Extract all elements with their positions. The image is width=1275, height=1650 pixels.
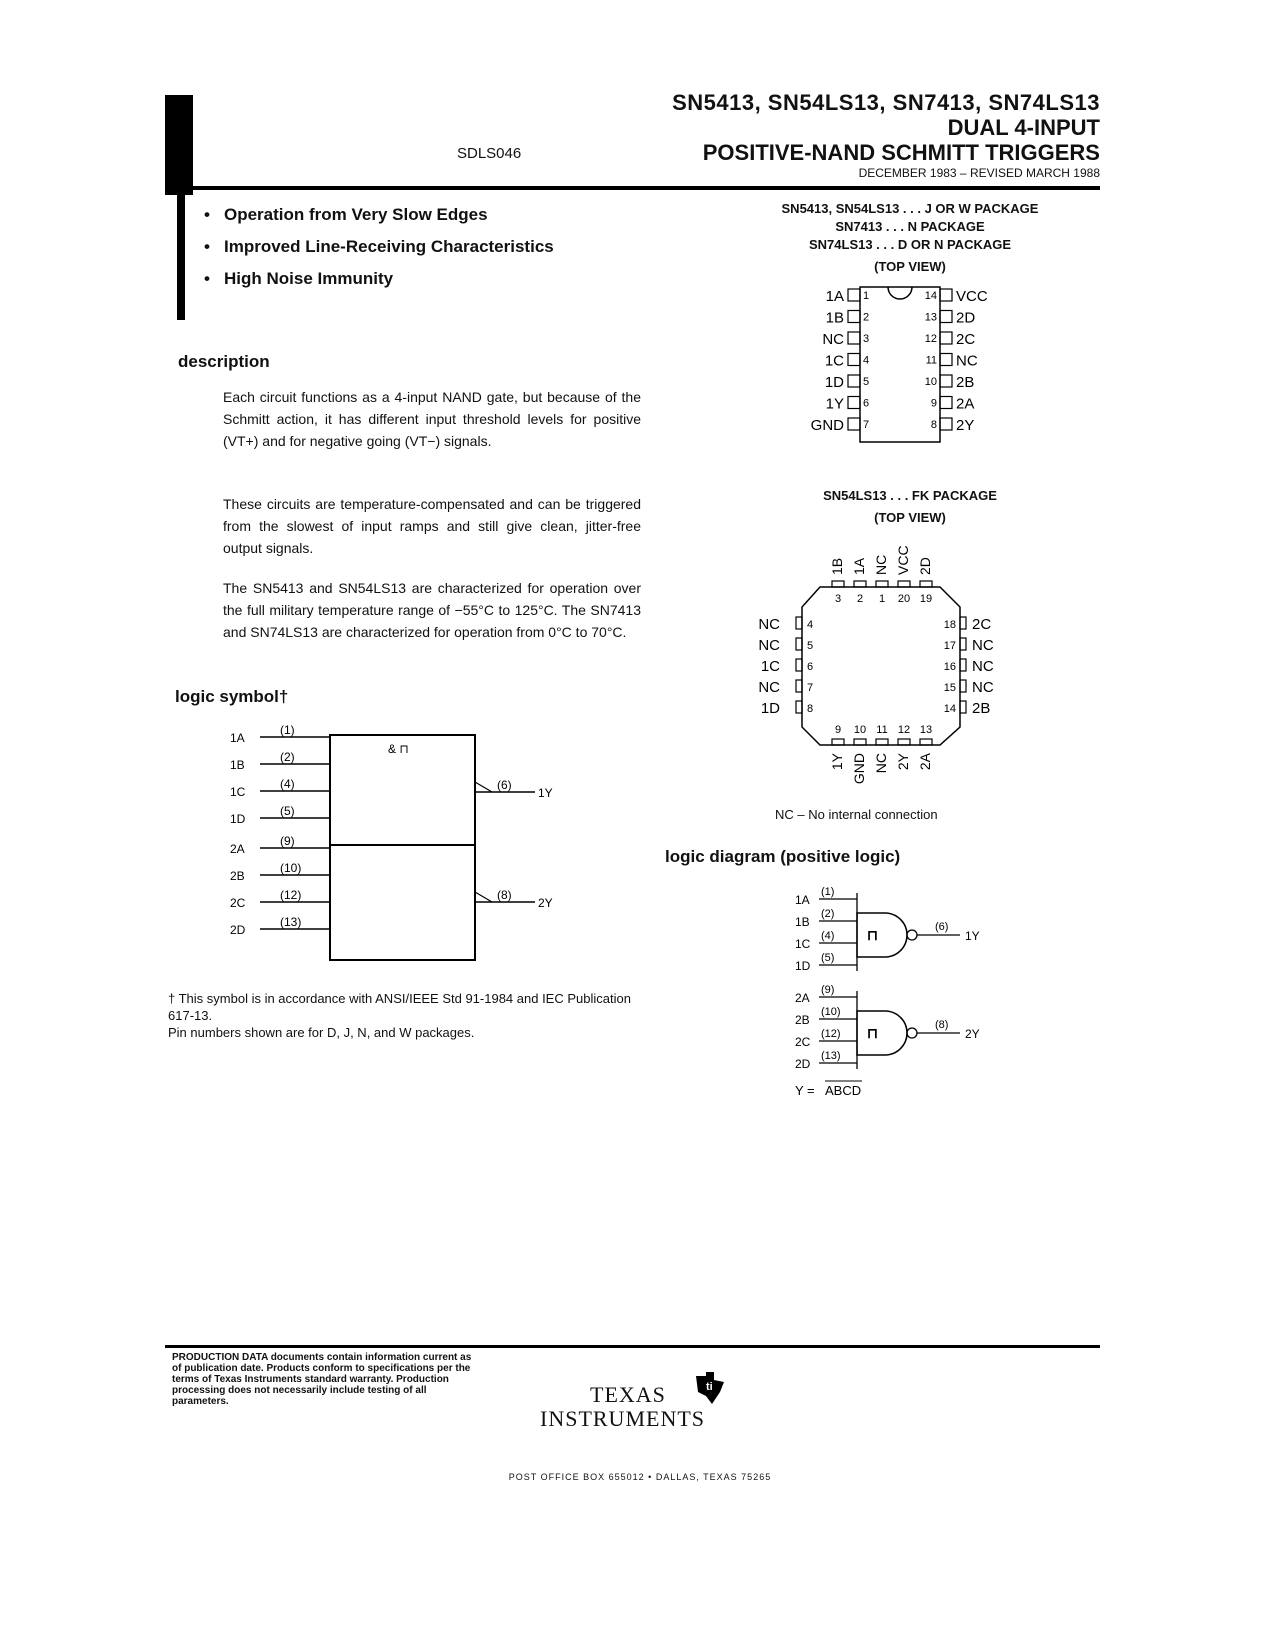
dip-pin-number: 10	[924, 376, 937, 388]
gate-input-pin: (10)	[821, 1006, 841, 1018]
gate-input-pin: (1)	[821, 886, 835, 898]
fk-pin-number: 17	[943, 640, 956, 652]
fk-pin-name: NC	[758, 679, 780, 696]
logic-symbol-diagram	[230, 723, 560, 975]
dip-pin-name: 2B	[956, 374, 975, 391]
fk-pin-name: 1C	[760, 658, 780, 675]
dip-pin-name: 2C	[956, 331, 976, 348]
doc-id: SDLS046	[457, 145, 522, 162]
dip-pin-name: NC	[822, 331, 844, 348]
logo-text-2: INSTRUMENTS	[540, 1406, 706, 1431]
fk-pin-number: 13	[919, 724, 933, 736]
fk-pin-name: NC	[758, 616, 780, 633]
fk-pin-name: 1B	[829, 557, 845, 575]
logic-diagram-heading: logic diagram (positive logic)	[665, 847, 901, 866]
fk-pin-name: NC	[758, 637, 780, 654]
input-name: 2A	[230, 842, 245, 856]
gate-input-name: 1D	[795, 959, 811, 973]
dip-pin-number: 6	[863, 397, 870, 410]
input-pin: (4)	[280, 777, 295, 791]
ti-state-icon	[690, 1370, 730, 1410]
dip-package-title	[720, 200, 1100, 276]
dip-pin-number: 7	[863, 419, 870, 431]
dip-pinout	[800, 285, 1000, 455]
fk-pin-number: 14	[943, 703, 956, 715]
footnote-1: † This symbol is in accordance with ANSI/IEEE Std 91-1984 and IEC Publication 617-13.	[168, 991, 631, 1023]
description-para-2: These circuits are temperature-compensated and can be triggered from the slowest of input ramps and still give clean, jitter-free output signals.	[223, 496, 641, 556]
input-name: 2D	[230, 923, 246, 937]
fk-pin-number: 8	[807, 703, 814, 715]
footnote-2: Pin numbers shown are for D, J, N, and W packages.	[168, 1025, 475, 1040]
dip-pin-number: 12	[924, 333, 937, 345]
production-data-notice: PRODUCTION DATA documents contain information current as of publication date. Products conform to specifications per the terms of Texas Instruments standard warranty. Production processing does not necessarily include testing of all parameters.	[172, 1352, 472, 1407]
dip-pin-number: 9	[930, 397, 937, 410]
fk-pin-number: 2	[856, 593, 864, 605]
gate-input-pin: (5)	[821, 952, 835, 964]
dip-pin-name: 2Y	[956, 417, 975, 434]
nand-gate	[857, 1011, 907, 1055]
dip-pin-name: 1Y	[825, 395, 844, 413]
fk-pin-name: 2Y	[895, 753, 911, 771]
dip-pin-name: NC	[956, 352, 978, 370]
fk-pin-number: 7	[807, 682, 814, 694]
fk-pin-name: 2B	[972, 700, 991, 717]
feature-item: • Operation from Very Slow Edges	[200, 204, 560, 225]
output-pin: (6)	[497, 778, 512, 792]
dip-pin-name: 1A	[825, 288, 844, 305]
fk-pin-number: 4	[807, 619, 814, 631]
input-name: 1C	[230, 785, 246, 799]
dip-pin-name: 2A	[956, 395, 975, 413]
gate-output-name: 2Y	[965, 1027, 980, 1041]
equation-lhs: Y =	[795, 1083, 815, 1098]
gate-input-pin: (12)	[821, 1028, 841, 1040]
fk-pin-number: 5	[807, 640, 814, 652]
svg-text:ti: ti	[706, 1381, 713, 1393]
feature-item: • Improved Line-Receiving Characteristics	[200, 236, 560, 257]
dip-pin-number: 4	[863, 354, 870, 367]
output-pin: (8)	[497, 888, 512, 902]
dip-pin-name: 1D	[824, 374, 844, 391]
gate-input-name: 2A	[795, 991, 810, 1005]
input-pin: (10)	[280, 861, 302, 875]
dip-line: SN5413, SN54LS13 . . . J OR W PACKAGE	[781, 201, 1039, 216]
nc-note: NC – No internal connection	[775, 807, 938, 822]
input-pin: (12)	[280, 888, 302, 902]
input-name: 1D	[230, 812, 246, 826]
description-para-1: Each circuit functions as a 4-input NAND gate, but because of the Schmitt action, it has different input threshold levels for positive (VT+) and for negative going (VT−) signals.	[223, 389, 641, 449]
fk-pin-name: 2D	[917, 557, 933, 575]
fk-pinout	[760, 535, 1020, 805]
schmitt-icon: ⊓	[867, 927, 878, 943]
logo-text-1: TEXAS	[590, 1382, 666, 1407]
fk-pin-number: 19	[919, 593, 933, 605]
revision-date: DECEMBER 1983 – REVISED MARCH 1988	[858, 166, 1100, 180]
fk-pin-number: 11	[876, 724, 888, 736]
fk-pin-number: 10	[853, 724, 867, 736]
dip-pin-name: VCC	[956, 288, 988, 305]
fk-line: (TOP VIEW)	[874, 510, 946, 525]
footer-rule	[165, 1345, 1100, 1348]
gate-input-name: 1C	[795, 937, 811, 951]
fk-pin-number: 16	[943, 661, 956, 673]
gate-input-pin: (9)	[821, 984, 835, 996]
input-pin: (13)	[280, 915, 302, 929]
input-pin: (2)	[280, 750, 295, 764]
fk-pin-name: NC	[972, 679, 994, 696]
input-pin: (9)	[280, 834, 295, 848]
dip-pin-name: GND	[810, 417, 844, 434]
fk-pin-name: NC	[873, 753, 889, 774]
fk-pin-name: GND	[851, 753, 867, 785]
description-para-3: The SN5413 and SN54LS13 are characterized for operation over the full military temperature range of −55°C to 125°C. The SN7413 and SN74LS13 are characterized for operation from 0°C to 70°C.	[223, 580, 641, 640]
fk-line: SN54LS13 . . . FK PACKAGE	[823, 488, 997, 503]
dip-pin-number: 8	[930, 419, 937, 431]
dip-line: SN74LS13 . . . D OR N PACKAGE	[808, 237, 1012, 252]
fk-pin-number: 18	[943, 619, 956, 631]
logic-diagram	[795, 875, 1015, 1100]
dip-line: (TOP VIEW)	[874, 259, 946, 274]
gate-input-name: 1B	[795, 915, 810, 929]
gate-input-name: 2B	[795, 1013, 810, 1027]
fk-pin-number: 1	[878, 593, 886, 605]
dip-pin-name: 1B	[825, 309, 844, 327]
fk-pin-name: NC	[972, 637, 994, 654]
fk-pin-name: VCC	[895, 545, 911, 575]
gate-qualifier: & ⊓	[388, 742, 409, 756]
fk-body	[802, 587, 960, 745]
dip-pin-number: 11	[925, 354, 937, 367]
feature-item: • High Noise Immunity	[200, 268, 560, 289]
description-heading: description	[178, 352, 270, 371]
output-name: 1Y	[538, 786, 553, 800]
gate-box-2	[330, 845, 475, 960]
dip-pin-number: 5	[863, 376, 870, 388]
schmitt-icon: ⊓	[867, 1025, 878, 1041]
gate-output-pin: (8)	[935, 1019, 949, 1031]
dip-pin-number: 3	[863, 333, 870, 345]
gate-output-pin: (6)	[935, 921, 949, 933]
gate-input-name: 2C	[795, 1035, 811, 1049]
gate-input-name: 2D	[795, 1057, 811, 1071]
input-pin: (5)	[280, 804, 295, 818]
gate-input-pin: (4)	[821, 930, 835, 942]
input-pin: (1)	[280, 723, 295, 737]
header-rule	[165, 186, 1100, 190]
dip-pin-name: 1C	[824, 352, 844, 370]
input-name: 2B	[230, 869, 245, 883]
fk-pin-name: 1D	[760, 700, 780, 717]
fk-pin-name: 2C	[972, 616, 992, 633]
dip-pin-number: 14	[924, 290, 937, 302]
fk-pin-number: 6	[807, 661, 814, 673]
fk-pin-name: NC	[972, 658, 994, 675]
part-numbers: SN5413, SN54LS13, SN7413, SN74LS13	[672, 90, 1100, 115]
dip-line: SN7413 . . . N PACKAGE	[835, 219, 985, 234]
ti-logo	[540, 1380, 760, 1440]
dip-pin-number: 1	[863, 290, 870, 302]
fk-pin-number: 9	[834, 724, 842, 736]
output-name: 2Y	[538, 896, 553, 910]
fk-package-title	[720, 487, 1100, 527]
dip-pin-number: 2	[863, 311, 870, 324]
fk-pin-number: 15	[943, 682, 956, 694]
gate-output-name: 1Y	[965, 929, 980, 943]
title-line-2: POSITIVE-NAND SCHMITT TRIGGERS	[702, 140, 1100, 165]
address: POST OFFICE BOX 655012 • DALLAS, TEXAS 75265	[508, 1472, 772, 1482]
fk-pin-name: 1A	[851, 557, 867, 575]
gate-input-pin: (2)	[821, 908, 835, 920]
nand-gate	[857, 913, 907, 957]
title-line-1: DUAL 4-INPUT	[947, 115, 1100, 140]
logic-symbol-footnote	[168, 990, 638, 1041]
fk-pin-name: 2A	[917, 753, 933, 771]
gate-input-pin: (13)	[821, 1050, 841, 1062]
input-name: 1A	[230, 731, 245, 745]
input-name: 1B	[230, 758, 245, 772]
gate-input-name: 1A	[795, 893, 810, 907]
fk-pin-number: 12	[897, 724, 911, 736]
logic-symbol-heading: logic symbol†	[175, 687, 289, 706]
dip-notch	[888, 287, 912, 299]
dip-pin-number: 13	[924, 311, 937, 324]
input-name: 2C	[230, 896, 246, 910]
margin-bar-lower	[177, 190, 185, 320]
dip-pin-name: 2D	[956, 309, 976, 327]
fk-pin-number: 3	[834, 593, 842, 605]
fk-pin-name: NC	[873, 554, 889, 575]
equation-rhs: ABCD	[825, 1083, 862, 1098]
fk-pin-number: 20	[897, 593, 911, 605]
feature-list	[200, 204, 560, 300]
fk-pin-name: 1Y	[829, 753, 845, 771]
margin-bar	[165, 95, 193, 195]
